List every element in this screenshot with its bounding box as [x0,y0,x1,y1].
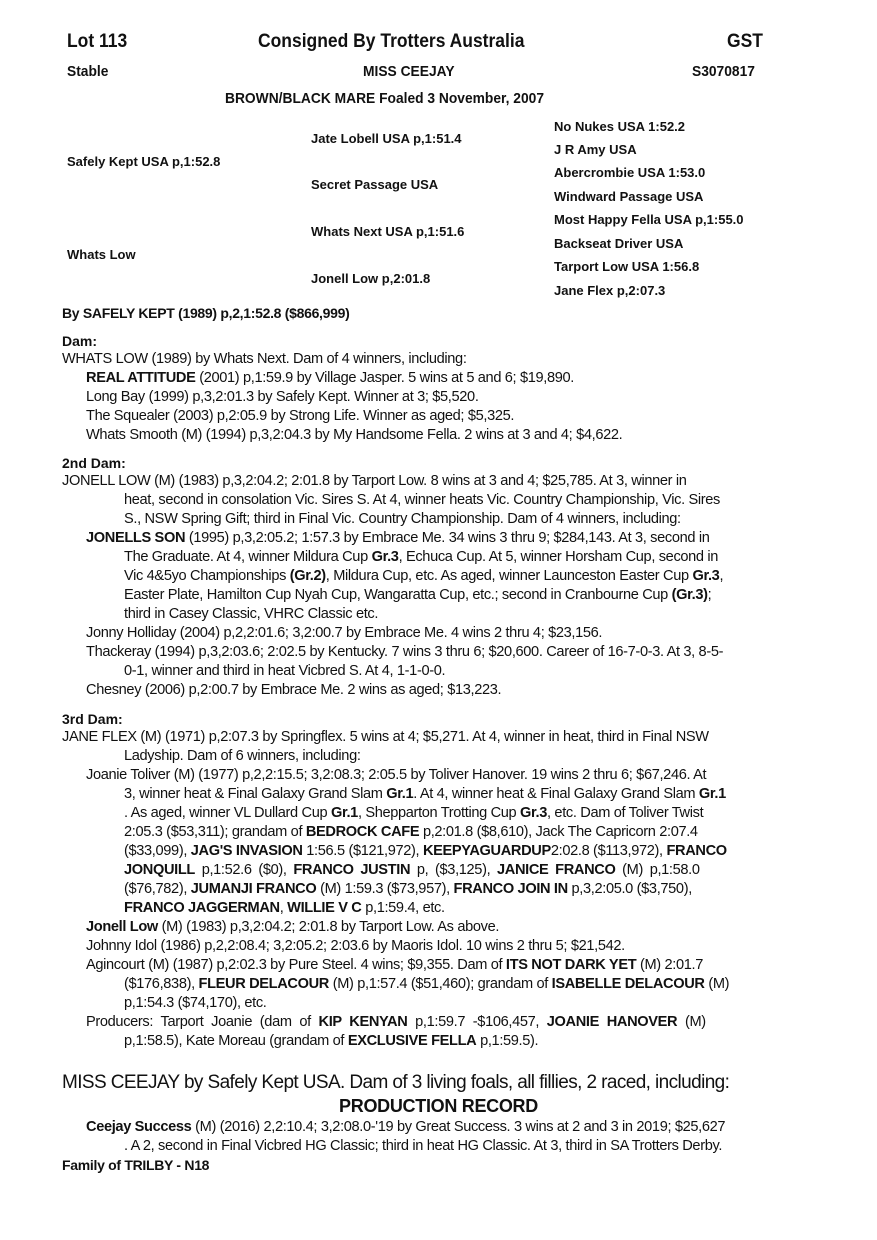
progeny-detail: , Shepparton Trotting Cup [357,805,521,821]
producers [62,1013,814,1051]
progeny-detail: , Mildura Cup, etc. As aged, winner Launceston Easter Cup [325,568,693,584]
foal-detail: (M) (2016) 2,2:10.4; 3,2:08.0-'19 by Great Success. 3 wins at 2 and 3 in 2019; $25,627 [191,1119,726,1135]
sire-line: By SAFELY KEPT (1989) p,2,1:52.8 ($866,999) [62,305,350,321]
progeny-detail: . At 4, winner heat & Final Galaxy Grand Slam [413,786,699,802]
dam-progeny-item: The Squealer (2003) p,2:05.9 by Strong Life. Winner as aged; $5,325. [86,408,515,424]
group-badge: Gr.1 [330,805,358,821]
third-dam-section [62,710,814,1051]
second-dam-progeny-item: Jonny Holliday (2004) p,2,2:01.6; 3,2:00.7 by Embrace Me. 4 wins 2 thru 4; $23,156. [86,625,603,641]
group-badge: (Gr.2) [289,568,326,584]
dam-section [62,332,814,445]
dam-progeny-item: Long Bay (1999) p,3,2:01.3 by Safely Kept. Winner at 3; $5,520. [86,389,479,405]
second-dam-section [62,454,814,700]
pedigree-gen3: Windward Passage USA [554,189,704,204]
progeny-detail: p,1:59.5). [476,1033,539,1049]
progeny-detail: (M) 2:01.7 [636,957,703,973]
progeny-agincourt [62,956,814,1013]
pedigree-gen3: Most Happy Fella USA p,1:55.0 [554,212,744,227]
pedigree-gen3: Abercrombie USA 1:53.0 [554,165,706,180]
progeny-detail: (M) [704,976,730,992]
family-line: Family of TRILBY - N18 [62,1157,210,1173]
lot-number: Lot 113 [67,31,128,52]
second-dam-progeny-cont: 0-1, winner and third in heat Vicbred S. At 4, 1-1-0-0. [124,663,446,679]
second-dam-intro: JONELL LOW (M) (1983) p,3,2:04.2; 2:01.8 by Tarport Low. 8 wins at 3 and 4; $25,785. At 3, winner in [62,473,687,489]
progeny-detail: p,1:52.6 ($0), [194,862,294,878]
foal-name: Ceejay Success [86,1119,192,1135]
pedigree-sire-dam: Secret Passage USA [311,177,439,192]
dam-progeny-item [62,369,814,388]
horse-name-bold: JANICE FRANCO [497,862,616,878]
pedigree-gen3: Jane Flex p,2:07.3 [554,283,666,298]
progeny-detail: 2:05.3 ($53,311); grandam of [124,824,306,840]
progeny-detail: 1:56.5 ($121,972), [302,843,423,859]
group-badge: Gr.3 [371,549,399,565]
progeny-detail: (M) p,1:58.0 [615,862,700,878]
horse-name-bold: FRANCO JOIN IN [453,881,568,897]
horse-name-bold: KEEPYAGUARDUP [422,843,551,859]
pedigree-dam-sire: Whats Next USA p,1:51.6 [311,224,465,239]
progeny-detail: ($76,782), [124,881,191,897]
pedigree-sire: Safely Kept USA p,1:52.8 [67,154,221,169]
progeny-detail: (1995) p,3,2:05.2; 1:57.3 by Embrace Me. 34 wins 3 thru 9; $284,143. At 3, second in [185,530,710,546]
horse-name-bold: JOANIE HANOVER [546,1014,678,1030]
progeny-name: JONELLS SON [86,530,186,546]
progeny-detail: p,1:59.4, etc. [361,900,445,916]
pedigree-gen3: Tarport Low USA 1:56.8 [554,259,700,274]
progeny-detail: The Graduate. At 4, winner Mildura Cup [124,549,372,565]
foal-detail: . A 2, second in Final Vicbred HG Classic; third in heat HG Classic. At 3, third in SA Trotters Derby. [124,1138,723,1154]
pedigree-sire-sire: Jate Lobell USA p,1:51.4 [311,131,462,146]
horse-name-bold: JAG'S INVASION [190,843,303,859]
progeny-detail: Agincourt (M) (1987) p,2:02.3 by Pure Steel. 4 wins; $9,355. Dam of [86,957,506,973]
progeny-johnny-idol: Johnny Idol (1986) p,2,2:08.4; 3,2:05.2; 2:03.6 by Maoris Idol. 10 wins 2 thru 5; $21,542. [86,938,625,954]
horse-name-bold: FRANCO JUSTIN [293,862,411,878]
horse-name: MISS CEEJAY [363,63,455,80]
horse-name-bold: JUMANJI FRANCO [190,881,317,897]
progeny-detail: p, ($3,125), [410,862,497,878]
progeny-name: REAL ATTITUDE [86,370,196,386]
microchip-number: S3070817 [692,63,755,80]
progeny-jonell-low [62,918,814,937]
gst-label: GST [727,31,763,52]
pedigree-gen3: Backseat Driver USA [554,236,684,251]
third-dam-intro-cont: Ladyship. Dam of 6 winners, including: [124,748,361,764]
group-badge: Gr.3 [692,568,720,584]
consignor: Consigned By Trotters Australia [258,31,525,52]
group-badge: Gr.1 [698,786,726,802]
progeny-detail: ($33,099), [124,843,191,859]
third-dam-intro: JANE FLEX (M) (1971) p,2:07.3 by Springflex. 5 wins at 4; $5,271. At 4, winner in heat, third in Final NSW [62,729,709,745]
progeny-joanie-toliver [62,766,814,918]
progeny-detail: , [279,900,288,916]
horse-name-bold: ISABELLE DELACOUR [551,976,705,992]
progeny-detail: p,1:54.3 ($74,170), etc. [124,995,267,1011]
location: Stable [67,63,109,80]
group-badge: (Gr.3) [671,587,708,603]
third-dam-heading: 3rd Dam: [62,711,123,727]
progeny-detail: p,1:58.5), Kate Moreau (grandam of [124,1033,348,1049]
progeny-detail: (M) 1:59.3 ($73,957), [316,881,454,897]
progeny-jonells-son: JONELLS SON (1995) p,3,2:05.2; 1:57.3 by Embrace Me. 34 wins 3 thru 9; $284,143. At 3, second in The Graduate. At 4, winner Mildura Cup Gr.3, Echuca Cup. At 5, winner Horsham Cup, second in Vic 4&5yo Championships (Gr.2), Mildura Cup, etc. As aged, winner Launceston Easter Cup Gr.3, Easter Plate, Hamilton Cup Nyah Cup, Wangaratta Cup, etc.; second in Cranbourne Cup (Gr.3); third in Casey Classic, VHRC Classic etc. [62,529,814,624]
pedigree-gen3: J R Amy USA [554,142,637,157]
pedigree-dam-dam: Jonell Low p,2:01.8 [311,271,431,286]
progeny-detail: Joanie Toliver (M) (1977) p,2,2:15.5; 3,2:08.3; 2:05.5 by Toliver Hanover. 19 wins 2 thru 6; $67,246. At [86,767,707,783]
progeny-detail: third in Casey Classic, VHRC Classic etc. [124,606,379,622]
progeny-detail: Producers: Tarport Joanie (dam of [86,1014,319,1030]
second-dam-progeny-item: Thackeray (1994) p,3,2:03.6; 2:02.5 by Kentucky. 7 wins 3 thru 6; $20,600. Career of 16-7-0-3. At 3, 8-5- [86,644,724,660]
progeny-detail: (M) [677,1014,706,1030]
production-foal [62,1118,814,1156]
pedigree-gen3: No Nukes USA 1:52.2 [554,119,686,134]
horse-name-bold: BEDROCK CAFE [305,824,420,840]
horse-name-bold: EXCLUSIVE FELLA [347,1033,477,1049]
horse-name-bold: FLEUR DELACOUR [198,976,329,992]
dam-heading: Dam: [62,333,98,349]
horse-name-bold: KIP KENYAN [318,1014,408,1030]
progeny-detail: Easter Plate, Hamilton Cup Nyah Cup, Wangaratta Cup, etc.; second in Cranbourne Cup [124,587,672,603]
progeny-detail: p,2:01.8 ($8,610), Jack The Capricorn 2:07.4 [419,824,698,840]
progeny-detail: ; [707,587,712,603]
progeny-detail: , Echuca Cup. At 5, winner Horsham Cup, second in [398,549,719,565]
group-badge: Gr.3 [520,805,548,821]
horse-name-bold: ITS NOT DARK YET [505,957,637,973]
dam-intro: WHATS LOW (1989) by Whats Next. Dam of 4 winners, including: [62,351,467,367]
progeny-detail: (2001) p,1:59.9 by Village Jasper. 5 wins at 5 and 6; $19,890. [195,370,574,386]
progeny-detail: p,1:59.7 -$106,457, [407,1014,547,1030]
horse-name-bold: WILLIE V C [287,900,362,916]
progeny-detail: (M) p,1:57.4 ($51,460); grandam of [329,976,552,992]
second-dam-intro-cont: S., NSW Spring Gift; third in Final Vic. Country Championship. Dam of 4 winners, including: [124,511,681,527]
progeny-detail: (M) (1983) p,3,2:04.2; 2:01.8 by Tarport Low. As above. [157,919,500,935]
horse-name-bold: FRANCO [666,843,727,859]
second-dam-heading: 2nd Dam: [62,455,126,471]
production-record-heading: PRODUCTION RECORD [339,1096,538,1116]
progeny-detail: 2:02.8 ($113,972), [550,843,667,859]
group-badge: Gr.1 [386,786,414,802]
progeny-detail: p,3,2:05.0 ($3,750), [567,881,692,897]
pedigree-dam: Whats Low [67,247,136,262]
progeny-name: Jonell Low [86,919,158,935]
second-dam-progeny-item: Chesney (2006) p,2:00.7 by Embrace Me. 2 wins as aged; $13,223. [86,682,502,698]
dam-progeny-item: Whats Smooth (M) (1994) p,3,2:04.3 by My Handsome Fella. 2 wins at 3 and 4; $4,622. [86,427,623,443]
horse-name-bold: FRANCO JAGGERMAN [124,900,280,916]
horse-name-bold: JONQUILL [124,862,195,878]
progeny-detail: ($176,838), [124,976,199,992]
progeny-detail: , etc. Dam of Toliver Twist [547,805,704,821]
production-summary: MISS CEEJAY by Safely Kept USA. Dam of 3 living foals, all fillies, 2 raced, including: [62,1072,730,1093]
horse-description: BROWN/BLACK MARE Foaled 3 November, 2007 [225,90,545,107]
progeny-detail: . As aged, winner VL Dullard Cup [124,805,331,821]
second-dam-intro-cont: heat, second in consolation Vic. Sires S. At 4, winner heats Vic. Country Championship, Vic. Sires [124,492,720,508]
progeny-detail: 3, winner heat & Final Galaxy Grand Slam [124,786,387,802]
progeny-detail: Vic 4&5yo Championships [124,568,290,584]
